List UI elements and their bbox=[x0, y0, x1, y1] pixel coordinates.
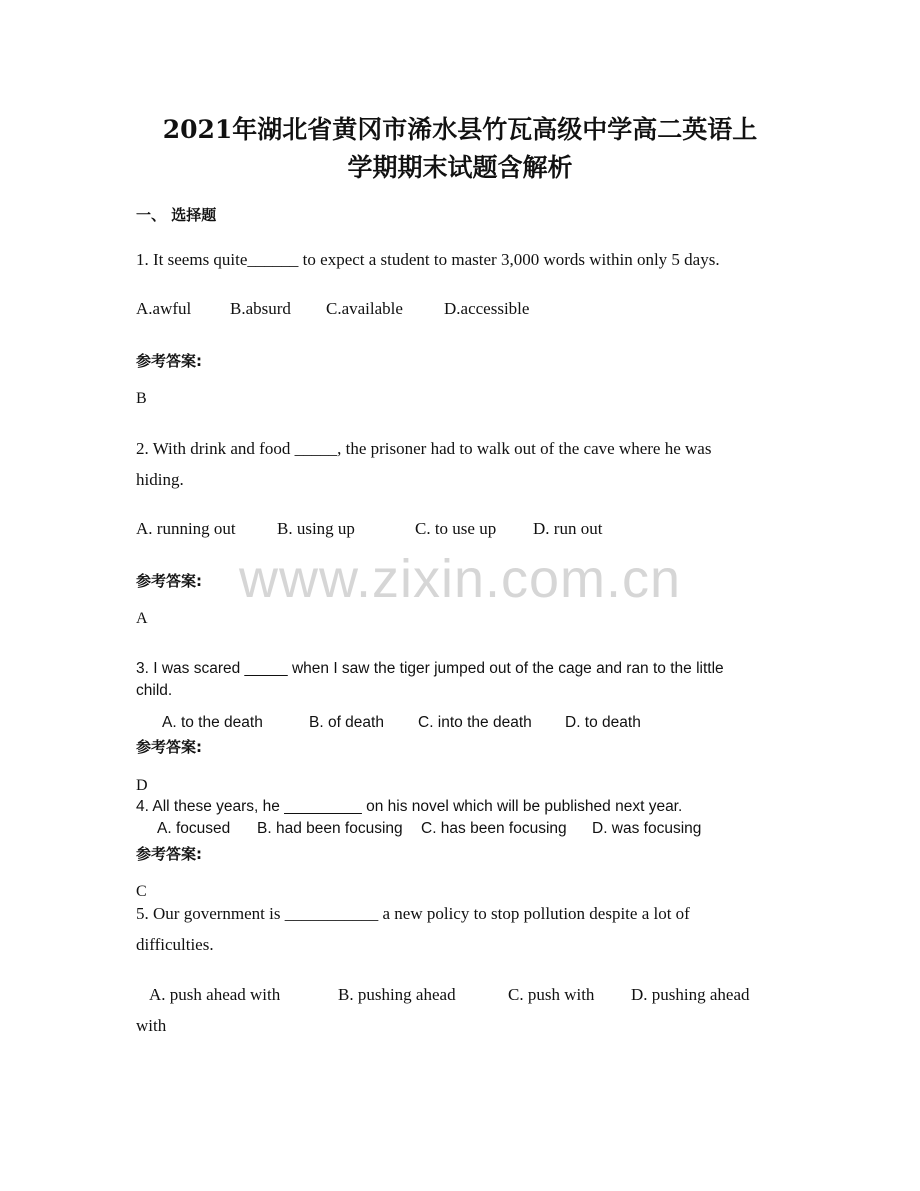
question-5-option-c: C. push with bbox=[508, 985, 595, 1004]
question-1-answer: B bbox=[136, 390, 147, 407]
question-4-answer: C bbox=[136, 883, 147, 900]
question-4-option-d: D. was focusing bbox=[592, 820, 702, 837]
question-3-stem-continued: child. bbox=[136, 682, 173, 699]
question-5-option-d: D. pushing ahead bbox=[631, 985, 750, 1004]
question-3-stem: 3. I was scared _____ when I saw the tiger jumped out of the cage and ran to the little bbox=[136, 660, 724, 677]
question-3-option-d: D. to death bbox=[565, 714, 641, 731]
question-5-option-b: B. pushing ahead bbox=[338, 985, 456, 1004]
document-title-line2: 学期期末试题含解析 bbox=[347, 153, 573, 182]
question-2-option-d: D. run out bbox=[533, 519, 603, 538]
question-5-option-a: A. push ahead with bbox=[149, 985, 281, 1004]
question-4-option-a: A. focused bbox=[157, 820, 231, 837]
question-2-option-b: B. using up bbox=[277, 519, 355, 538]
question-2-answer: A bbox=[136, 610, 148, 627]
question-2-option-c: C. to use up bbox=[415, 519, 497, 538]
answer-label-3: 参考答案: bbox=[136, 738, 202, 756]
question-5-option-wrap: with bbox=[136, 1016, 167, 1035]
question-1-option-a: A.awful bbox=[136, 299, 192, 318]
section-heading: 一、 选择题 bbox=[136, 206, 217, 224]
question-4-stem: 4. All these years, he _________ on his novel which will be published next year. bbox=[136, 798, 683, 815]
question-1-option-c: C.available bbox=[326, 299, 403, 318]
question-4-option-c: C. has been focusing bbox=[421, 820, 567, 837]
question-5-stem: 5. Our government is ___________ a new policy to stop pollution despite a lot of bbox=[136, 904, 690, 923]
question-3-option-b: B. of death bbox=[309, 714, 384, 731]
answer-label-1: 参考答案: bbox=[136, 352, 202, 370]
question-1-stem: 1. It seems quite______ to expect a student to master 3,000 words within only 5 days. bbox=[136, 250, 720, 269]
question-5-stem-continued: difficulties. bbox=[136, 935, 214, 954]
question-2-stem: 2. With drink and food _____, the prisoner had to walk out of the cave where he was bbox=[136, 439, 712, 458]
question-1-option-b: B.absurd bbox=[230, 299, 291, 318]
question-4-option-b: B. had been focusing bbox=[257, 820, 403, 837]
question-3-option-c: C. into the death bbox=[418, 714, 532, 731]
answer-label-2: 参考答案: bbox=[136, 572, 202, 590]
question-3-option-a: A. to the death bbox=[162, 714, 263, 731]
answer-label-4: 参考答案: bbox=[136, 845, 202, 863]
question-2-stem-continued: hiding. bbox=[136, 470, 184, 489]
watermark: www.zixin.com.cn bbox=[238, 549, 682, 609]
question-1-option-d: D.accessible bbox=[444, 299, 530, 318]
document-title-line1: 2021年湖北省黄冈市浠水县竹瓦高级中学高二英语上 bbox=[162, 115, 758, 144]
question-2-option-a: A. running out bbox=[136, 519, 236, 538]
question-3-answer: D bbox=[136, 777, 148, 794]
